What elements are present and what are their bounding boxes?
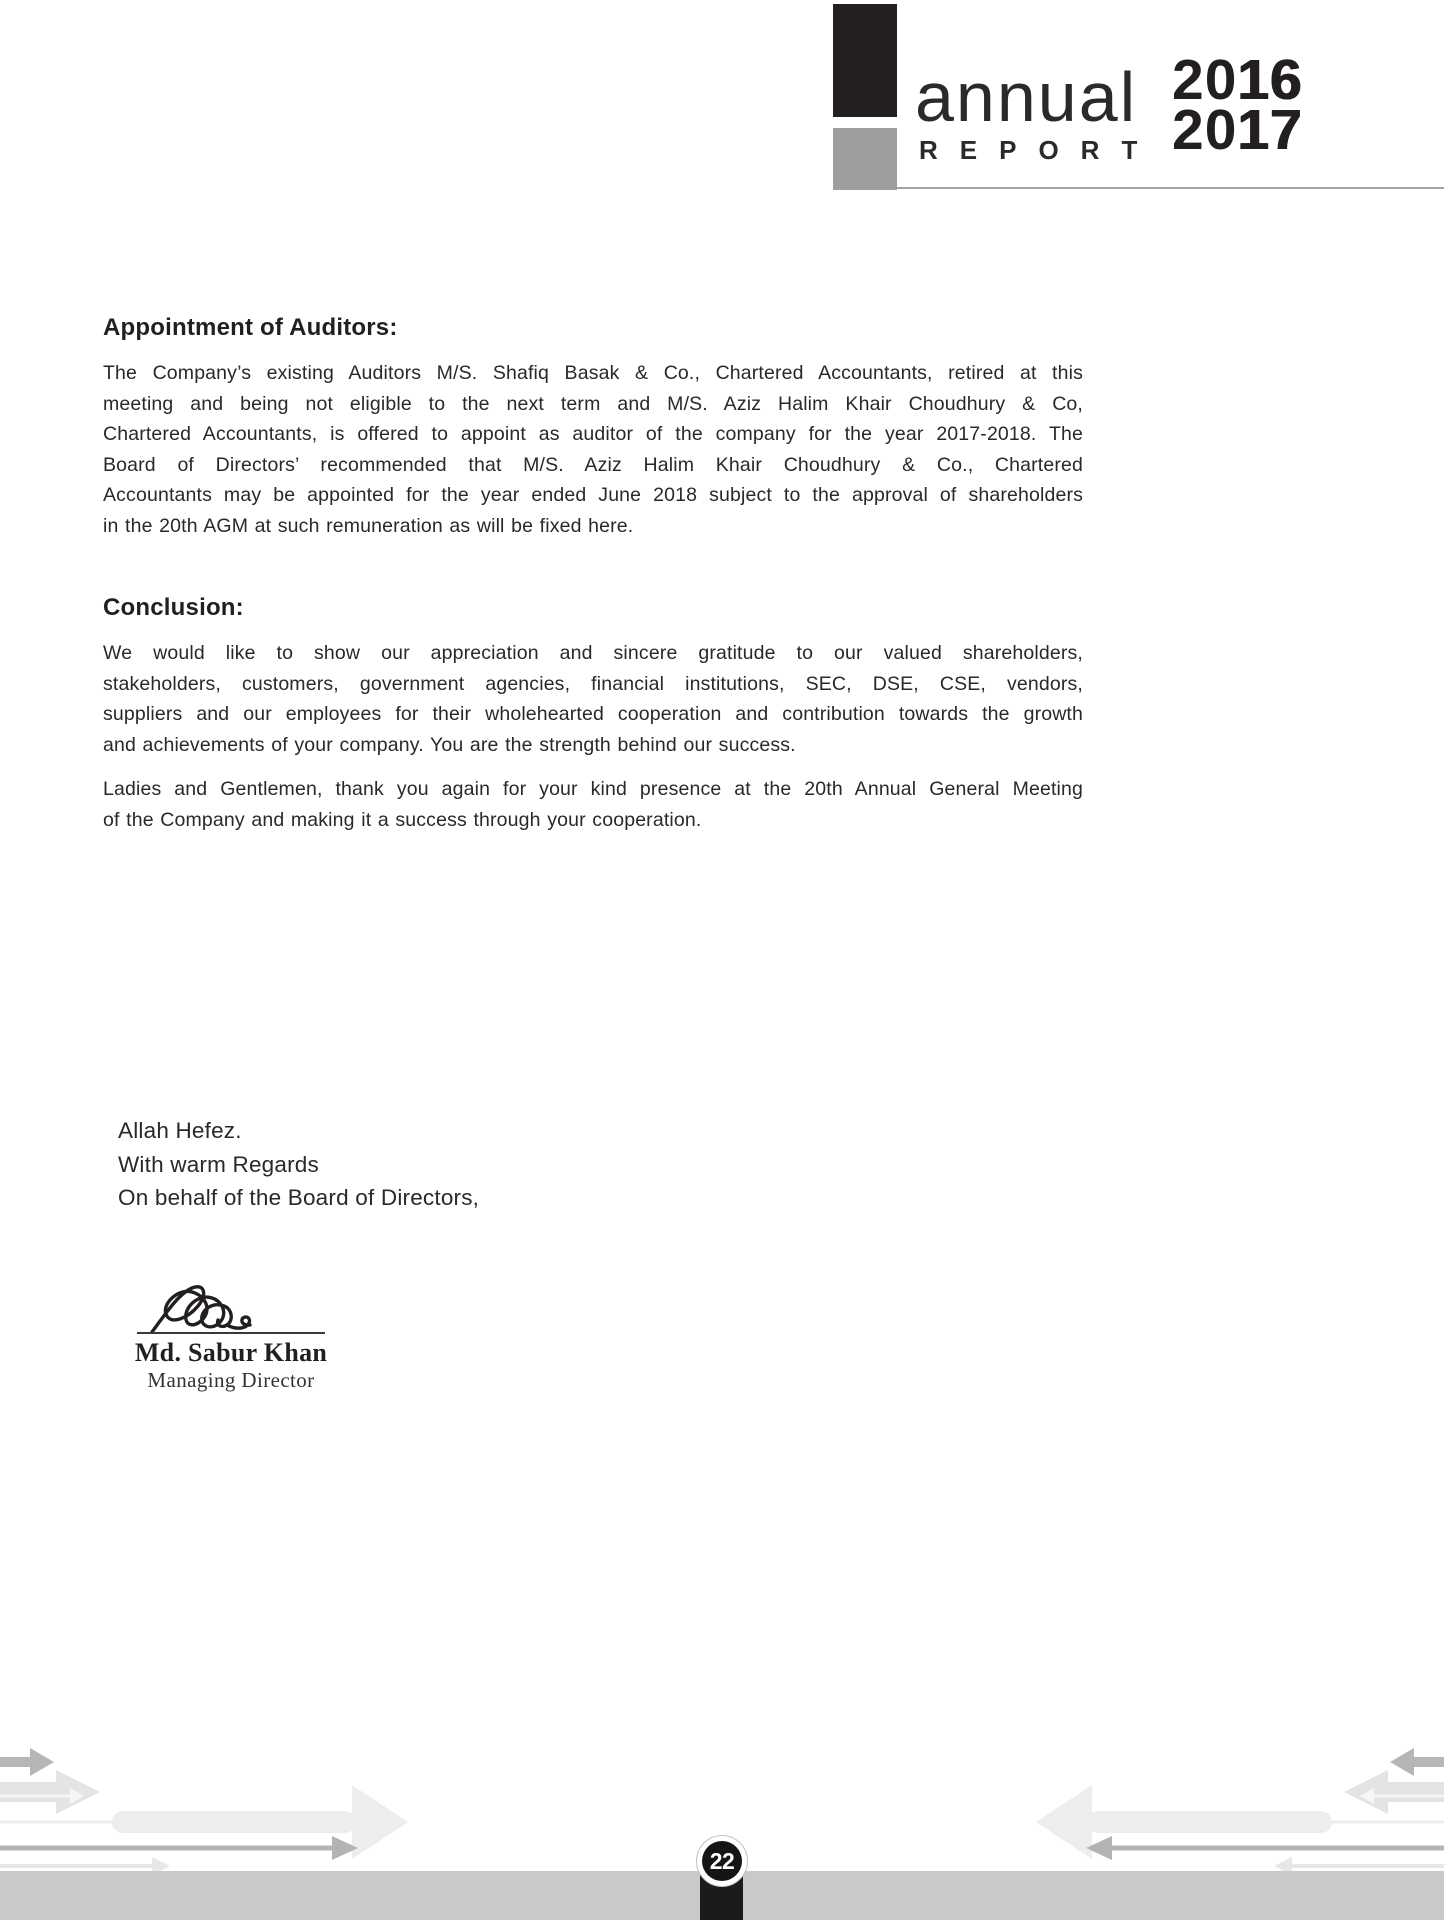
paragraph-line: The Company’s existing Auditors M/S. Shafiq Basak & Co., Chartered Accountants, retired at this <box>103 362 1083 384</box>
section-conclusion <box>103 594 1083 849</box>
logo-year-2016: 2016 <box>1172 48 1303 112</box>
paragraph-line: suppliers and our employees for their wholehearted cooperation and contribution towards the growth <box>103 703 1083 725</box>
paragraph-line: meeting and being not eligible to the next term and M/S. Aziz Halim Khair Choudhury & Co, <box>103 392 1083 415</box>
paragraph-line: Chartered Accountants, is offered to appoint as auditor of the company for the year 2017-2018. The <box>103 423 1083 445</box>
arrows-left-icon <box>1024 1738 1444 1878</box>
logo-annual-text: annual <box>915 58 1138 136</box>
paragraph <box>103 358 1083 541</box>
logo-black-block <box>833 4 897 117</box>
page-number: 22 <box>709 1847 735 1874</box>
paragraph-line: in the 20th AGM at such remuneration as will be fixed here. <box>103 514 634 537</box>
paragraph-line: and achievements of your company. You are the strength behind our success. <box>103 733 796 756</box>
signature-name: Md. Sabur Khan <box>134 1338 328 1367</box>
paragraph-line: stakeholders, customers, government agencies, financial institutions, SEC, DSE, CSE, vendors, <box>103 672 1083 695</box>
paragraph-line: of the Company and making it a success through your cooperation. <box>103 808 702 831</box>
signature-line <box>137 1332 325 1334</box>
closing-line: Allah Hefez. <box>118 1118 242 1143</box>
logo-year-2017: 2017 <box>1172 98 1303 162</box>
closing-line: With warm Regards <box>118 1151 319 1177</box>
section-appointment-of-auditors <box>103 314 1083 555</box>
paragraph <box>103 774 1083 835</box>
page-number-badge <box>696 1835 748 1887</box>
section-heading: Conclusion: <box>103 594 244 621</box>
logo-years <box>1172 48 1303 162</box>
logo-report-text: REPORT <box>919 135 1160 165</box>
closing-line: On behalf of the Board of Directors, <box>118 1185 480 1210</box>
paragraph-line: Board of Directors’ recommended that M/S. Aziz Halim Khair Choudhury & Co., Chartered <box>103 453 1083 476</box>
paragraph <box>103 638 1083 760</box>
closing-block <box>118 1114 479 1215</box>
paragraph-line: Accountants may be appointed for the year ended June 2018 subject to the approval of shareholders <box>103 484 1083 506</box>
section-heading: Appointment of Auditors: <box>103 314 398 341</box>
signature-title: Managing Director <box>147 1368 315 1392</box>
paragraph-line: Ladies and Gentlemen, thank you again for your kind presence at the 20th Annual General Meeting <box>103 778 1083 800</box>
logo-gray-block <box>833 128 897 190</box>
arrows-right-icon <box>0 1738 420 1878</box>
signature-icon <box>148 1282 284 1336</box>
paragraph-line: We would like to show our appreciation and sincere gratitude to our valued shareholders, <box>103 642 1083 664</box>
header-divider-line <box>897 187 1444 189</box>
page-number-circle <box>702 1841 742 1881</box>
